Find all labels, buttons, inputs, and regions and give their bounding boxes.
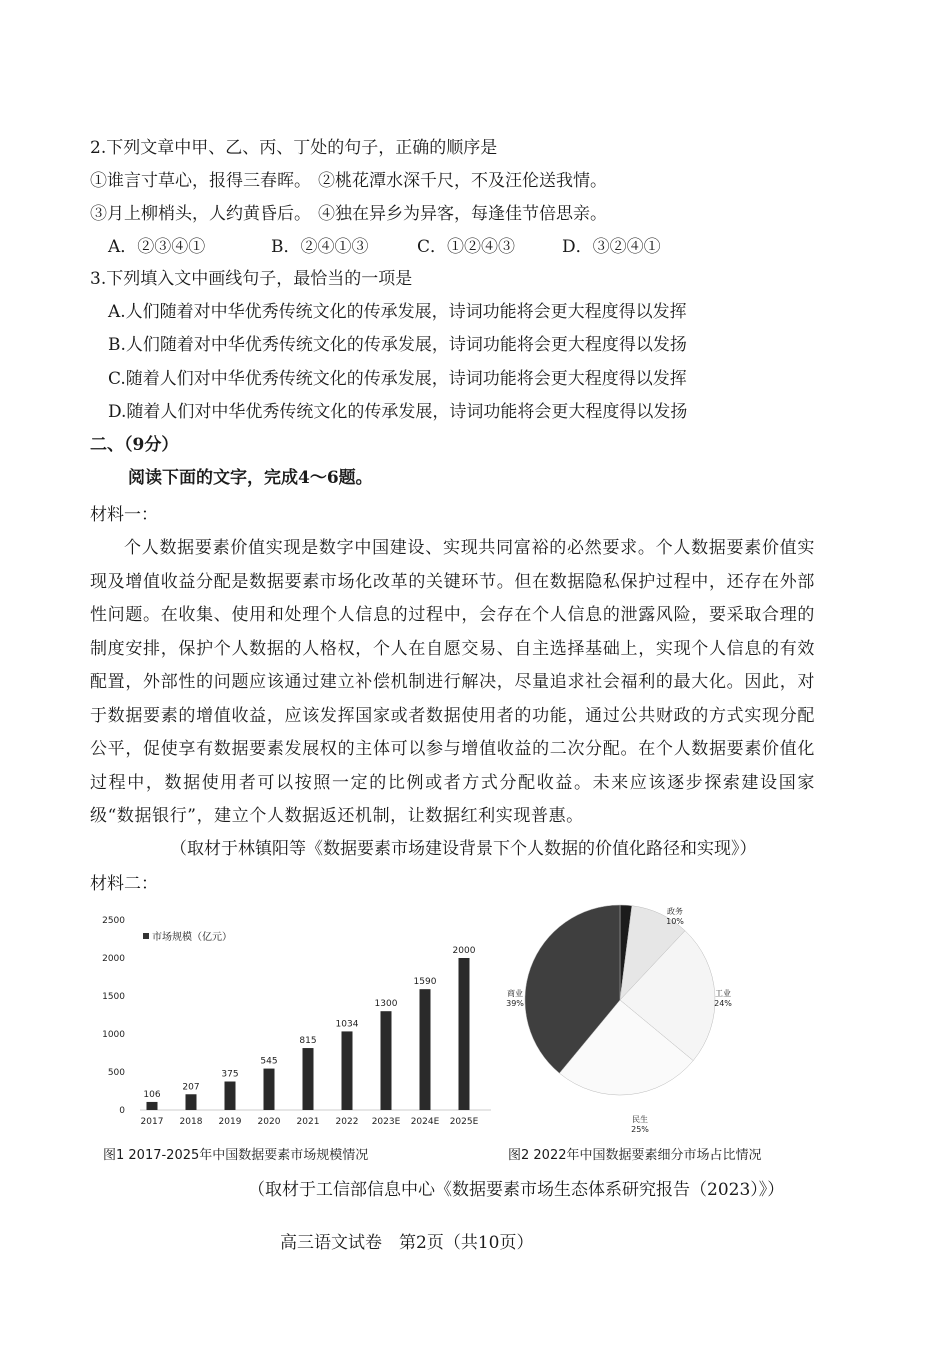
legend-swatch bbox=[143, 933, 149, 939]
material2-label: 材料二： bbox=[90, 874, 158, 894]
x-tick-label: 2017 bbox=[140, 1117, 164, 1127]
section-instruction: 阅读下面的文字，完成4～6题。 bbox=[128, 468, 373, 488]
q2-option-c: C．①②④③ bbox=[417, 237, 516, 257]
bar-value-label: 207 bbox=[182, 1082, 200, 1093]
bar-chart-title: 图1 2017-2025年中国数据要素市场规模情况 bbox=[103, 1148, 369, 1163]
q2-option-b: B．②④①③ bbox=[271, 237, 369, 257]
pie-slice-label: 24% bbox=[714, 999, 732, 1008]
y-tick-label: 500 bbox=[107, 1068, 125, 1078]
y-tick-label: 1500 bbox=[102, 992, 125, 1002]
bar bbox=[420, 989, 431, 1110]
bar-value-label: 2000 bbox=[452, 946, 476, 956]
q2-line2-b: ④独在异乡为异客，每逢佳节倍思亲。 bbox=[318, 204, 607, 224]
bar-chart bbox=[95, 905, 495, 1135]
q2-options bbox=[108, 236, 661, 258]
material2-source: （取材于工信部信息中心《数据要素市场生态体系研究报告（2023）》） bbox=[248, 1180, 785, 1200]
pie-slice-label: 25% bbox=[631, 1125, 649, 1134]
bar bbox=[342, 1031, 353, 1110]
q2-line1-b: ②桃花潭水深千尺，不及汪伦送我情。 bbox=[318, 171, 607, 191]
bar-chart-marks bbox=[141, 946, 479, 1127]
q3-stem: 3.下列填入文中画线句子，最恰当的一项是 bbox=[90, 269, 413, 289]
q2-line2-a: ③月上柳梢头，人约黄昏后。 bbox=[90, 204, 311, 224]
bar bbox=[186, 1094, 197, 1110]
pie-slice-name: 政务 bbox=[667, 907, 683, 916]
bar bbox=[225, 1082, 236, 1111]
pie-chart bbox=[495, 900, 815, 1140]
q2-option-a: A．②③④① bbox=[108, 237, 206, 257]
y-tick-label: 0 bbox=[119, 1106, 125, 1116]
q3-option-b: B.人们随着对中华优秀传统文化的传承发展，诗词功能将会更大程度得以发扬 bbox=[108, 335, 687, 355]
bar-value-label: 1300 bbox=[374, 999, 398, 1010]
pie-slice-name: 工业 bbox=[715, 989, 731, 998]
x-tick-label: 2018 bbox=[179, 1117, 203, 1127]
q3-option-c: C.随着人们对中华优秀传统文化的传承发展，诗词功能将会更大程度得以发挥 bbox=[108, 369, 687, 389]
page-footer: 高三语文试卷 第2页（共10页） bbox=[280, 1233, 534, 1253]
bar-value-label: 106 bbox=[143, 1089, 161, 1100]
x-tick-label: 2024E bbox=[410, 1117, 440, 1127]
pie-slice-name: 民生 bbox=[632, 1115, 648, 1124]
bar-value-label: 375 bbox=[221, 1069, 239, 1080]
material1-body: 个人数据要素价值实现是数字中国建设、实现共同富裕的必然要求。个人数据要素价值实现及增值收益分配是数据要素市场化改革的关键环节。但在数据隐私保护过程中，还存在外部性问题。在收集、使用和处理个人信息的过程中，会存在个人信息的泄露风险，要采取合理的制度安排，保护个人数据的人格权，个人在自愿交易、自主选择基础上，实现个人信息的有效配置，外部性的问题应该通过建立补偿机制进行解决，尽量追求社会福利的最大化。因此，对于数据要素的增值收益，应该发挥国家或者数据使用者的功能，通过公共财政的方式实现分配公平，促使享有数据要素发展权的主体可以参与增值收益的二次分配。在个人数据要素价值化过程中，数据使用者可以按照一定的比例或者方式分配收益。未来应该逐步探索建设国家级“数据银行”，建立个人数据返还机制，让数据红利实现普惠。 bbox=[90, 538, 815, 826]
q3-option-a: A.人们随着对中华优秀传统文化的传承发展，诗词功能将会更大程度得以发挥 bbox=[108, 302, 687, 322]
pie-chart-title: 图2 2022年中国数据要素细分市场占比情况 bbox=[508, 1148, 762, 1163]
bar-value-label: 545 bbox=[260, 1056, 278, 1067]
bar-value-label: 1590 bbox=[413, 977, 437, 988]
q2-stem: 2.下列文章中甲、乙、丙、丁处的句子，正确的顺序是 bbox=[90, 138, 498, 158]
bar bbox=[264, 1069, 275, 1110]
bar bbox=[303, 1048, 314, 1110]
x-tick-label: 2025E bbox=[449, 1117, 479, 1127]
pie-slice-name: 商业 bbox=[507, 989, 523, 998]
pie-slice-label: 10% bbox=[666, 917, 684, 926]
bar bbox=[381, 1011, 392, 1110]
bar-value-label: 815 bbox=[299, 1036, 317, 1047]
bar bbox=[459, 958, 470, 1110]
bar-chart-axis bbox=[102, 916, 491, 1116]
q2-option-d: D．③②④① bbox=[562, 237, 661, 257]
x-tick-label: 2022 bbox=[335, 1117, 359, 1127]
section-heading: 二、（9分） bbox=[90, 435, 179, 455]
x-tick-label: 2023E bbox=[371, 1117, 401, 1127]
y-tick-label: 1000 bbox=[102, 1030, 125, 1040]
y-tick-label: 2500 bbox=[102, 916, 125, 926]
y-tick-label: 2000 bbox=[102, 954, 125, 964]
material1-source: （取材于林镇阳等《数据要素市场建设背景下个人数据的价值化路径和实现》） bbox=[170, 839, 757, 859]
pie-slice-label: 39% bbox=[506, 999, 524, 1008]
bar bbox=[147, 1102, 158, 1110]
x-tick-label: 2020 bbox=[257, 1117, 281, 1127]
q3-option-d: D.随着人们对中华优秀传统文化的传承发展，诗词功能将会更大程度得以发扬 bbox=[108, 402, 688, 422]
q2-line1-a: ①谁言寸草心，报得三春晖。 bbox=[90, 171, 311, 191]
q2-lines-row-2 bbox=[90, 203, 607, 225]
bar-legend: 市场规模（亿元） bbox=[152, 932, 232, 943]
material1-label: 材料一： bbox=[90, 505, 158, 525]
x-tick-label: 2019 bbox=[218, 1117, 242, 1127]
x-tick-label: 2021 bbox=[296, 1117, 320, 1127]
bar-value-label: 1034 bbox=[335, 1019, 359, 1030]
q2-lines-row-1 bbox=[90, 170, 607, 192]
